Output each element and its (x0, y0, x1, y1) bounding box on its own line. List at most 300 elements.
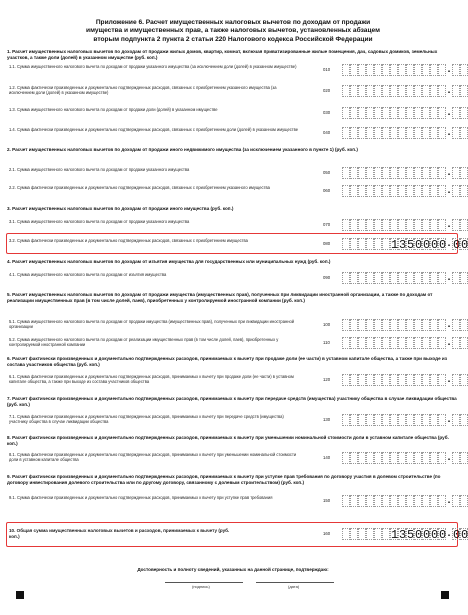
field-label: 4.1. Сумма имущественного налогового вычета по доходам от изъятия имущества (9, 272, 167, 277)
kopeck-cell (460, 185, 468, 197)
kopeck-cell (452, 219, 460, 231)
digit-cell: 3 (399, 528, 407, 542)
digit-cell (422, 167, 430, 179)
digit-cell: 5 (407, 528, 415, 542)
digit-cell (398, 107, 406, 119)
decimal-separator: . (447, 107, 451, 118)
digit-cell (374, 337, 382, 349)
digit-cell: 0 (439, 238, 447, 252)
digit-cell (382, 64, 390, 76)
title-line-2: имущества и имущественных прав, а также налоговых вычетов, установленных абзацем (86, 27, 380, 35)
digit-cell (398, 219, 406, 231)
digit-cell (414, 127, 422, 139)
digit-cell (430, 374, 438, 386)
digit-cell (390, 319, 398, 331)
digit-cell (406, 374, 414, 386)
digit-cell (342, 528, 350, 540)
digit-cell: 1 (391, 528, 399, 542)
digit-cell (358, 107, 366, 119)
digit-cell (382, 219, 390, 231)
amount-input[interactable] (342, 85, 457, 97)
section-5-header: 5. Расчет имущественных налоговых вычетов по доходам от продажи имущества (имущественных прав), полученных при ликвидации иностранной организации, а также по доходам от реализации имущественных прав (в том числе долей, паев), приобретенных у контролируемой иностранной компании (руб. коп.) (7, 292, 433, 303)
digit-cell (430, 272, 438, 284)
field-row-120 (9, 373, 461, 389)
digit-cell (342, 238, 350, 250)
digit-cell (430, 64, 438, 76)
digit-cell (374, 374, 382, 386)
digit-cell (390, 374, 398, 386)
digit-cell: 0 (423, 528, 431, 542)
field-label: 7.1. Сумма фактически произведенных и документально подтвержденных расходов, принимаемых к вычету при передаче средств (имущества) участнику общества в случае ликвидации общества (9, 414, 284, 424)
digit-cell (366, 167, 374, 179)
field-label: 5.2. Сумма имущественного налогового вычета по доходам от реализации имущественных прав (в том числе долей, паев), приобретенных у контролируемой иностранной компании (9, 337, 279, 347)
digit-cell: 0 (439, 528, 447, 542)
field-row-090 (9, 271, 461, 287)
digit-cell (374, 85, 382, 97)
digit-cell (414, 374, 422, 386)
kopeck-cell (452, 414, 460, 426)
digit-cell (414, 337, 422, 349)
field-row-080 (9, 237, 468, 253)
field-label: 2.2. Сумма фактически произведенных и документально подтвержденных расходов, связанных с приобретением указанного имущества (9, 185, 270, 190)
digit-cell (350, 107, 358, 119)
date-caption: (дата) (288, 584, 300, 589)
kopeck-cell: 0 (461, 528, 468, 542)
field-label: 3.2. Сумма фактически произведенных и документально подтвержденных расходов, связанных с приобретением имущества (9, 238, 248, 243)
decimal-separator: . (447, 452, 451, 463)
digit-cell (438, 319, 446, 331)
digit-cell (406, 319, 414, 331)
digit-cell (390, 107, 398, 119)
decimal-separator: . (447, 319, 451, 330)
digit-cell (414, 107, 422, 119)
digit-cell (342, 495, 350, 507)
digit-cell (358, 452, 366, 464)
field-row-130 (9, 413, 461, 429)
digit-cell (406, 337, 414, 349)
digit-cell (406, 64, 414, 76)
field-row-010 (9, 63, 461, 79)
digit-cell (406, 85, 414, 97)
decimal-separator: . (447, 127, 451, 138)
amount-input[interactable] (342, 374, 457, 386)
kopeck-cell (460, 452, 468, 464)
kopeck-cell (460, 127, 468, 139)
digit-cell (398, 319, 406, 331)
digit-cell (398, 85, 406, 97)
digit-cell (374, 414, 382, 426)
amount-input[interactable] (342, 272, 457, 284)
digit-cell (430, 337, 438, 349)
decimal-separator: . (447, 374, 451, 385)
digit-cell (438, 64, 446, 76)
digit-cell (358, 374, 366, 386)
digit-cell: 0 (415, 528, 423, 542)
digit-cell (390, 219, 398, 231)
digit-cell (382, 337, 390, 349)
amount-input[interactable] (342, 414, 457, 426)
digit-cell (350, 167, 358, 179)
digit-cell (430, 107, 438, 119)
kopeck-cell (452, 185, 460, 197)
digit-cell: 1 (391, 238, 399, 252)
digit-cell (414, 414, 422, 426)
kopeck-cell (452, 319, 460, 331)
digit-cell (374, 127, 382, 139)
kopeck-cell: 0 (461, 238, 468, 252)
digit-cell (414, 219, 422, 231)
digit-cell (406, 185, 414, 197)
digit-cell (382, 528, 390, 540)
field-row-030 (9, 106, 461, 122)
kopeck-cell (452, 107, 460, 119)
line-code: 080 (323, 241, 331, 246)
field-row-070 (9, 218, 461, 234)
digit-cell (422, 337, 430, 349)
corner-marker-right (441, 591, 449, 599)
digit-cell (422, 107, 430, 119)
kopeck-cell (460, 167, 468, 179)
total-label: 10. Общая сумма имущественных налоговых вычетов и расходов, принимаемых к вычету (руб. коп.) (9, 528, 230, 539)
digit-cell (374, 272, 382, 284)
digit-cell (350, 85, 358, 97)
digit-cell (422, 185, 430, 197)
amount-input[interactable] (342, 219, 457, 231)
digit-cell (342, 85, 350, 97)
section-3-header: 3. Расчет имущественных налоговых вычетов по доходам от продажи иного имущества (руб. коп.) (7, 206, 234, 211)
digit-cell (366, 452, 374, 464)
decimal-separator: . (447, 272, 451, 283)
digit-cell: 0 (431, 238, 439, 252)
digit-cell (422, 495, 430, 507)
title-line-1: Приложение 6. Расчет имущественных налоговых вычетов по доходам от продажи (95, 19, 371, 26)
kopeck-cell (452, 374, 460, 386)
digit-cell (390, 272, 398, 284)
kopeck-cell (460, 414, 468, 426)
page-title (20, 19, 446, 44)
decimal-separator: . (447, 495, 451, 506)
digit-cell (414, 167, 422, 179)
digit-cell (358, 64, 366, 76)
digit-cell (438, 185, 446, 197)
section-9-header: 9. Расчет фактически произведенных и документально подтвержденных расходов, принимаемых к вычету при уступке прав требования по договору участия в долевом строительстве (по договору инвестирования долевого строительства или по другому договору, связанному с долевым строительством) (руб. коп.) (7, 474, 441, 485)
digit-cell (422, 85, 430, 97)
digit-cell (382, 414, 390, 426)
digit-cell: 0 (415, 238, 423, 252)
digit-cell (342, 452, 350, 464)
digit-cell (350, 272, 358, 284)
line-code: 150 (323, 498, 331, 503)
digit-cell (366, 238, 374, 250)
digit-cell (398, 414, 406, 426)
digit-cell (366, 414, 374, 426)
digit-cell (382, 374, 390, 386)
digit-cell (366, 107, 374, 119)
title-line-3: вторым подпункта 2 пункта 2 статьи 220 Налогового кодекса Российской Федерации (93, 35, 373, 43)
date-line (256, 582, 334, 583)
decimal-separator: . (447, 238, 451, 249)
field-row-150 (9, 494, 461, 510)
decimal-separator: . (447, 85, 451, 96)
digit-cell (422, 219, 430, 231)
digit-cell (406, 167, 414, 179)
corner-marker-left (16, 591, 24, 599)
digit-cell (374, 528, 382, 540)
amount-input[interactable] (342, 452, 457, 464)
digit-cell (438, 452, 446, 464)
digit-cell (350, 185, 358, 197)
digit-cell (382, 238, 390, 250)
section-7-header: 7. Расчет фактически произведенных и документально подтвержденных расходов, принимаемых к вычету при передаче средств (имущества) участнику общества в случае ликвидации общества (руб. коп.) (7, 396, 457, 407)
digit-cell (358, 414, 366, 426)
digit-cell: 0 (431, 528, 439, 542)
digit-cell (350, 238, 358, 250)
digit-cell (374, 167, 382, 179)
kopeck-cell (452, 167, 460, 179)
digit-cell (342, 185, 350, 197)
digit-cell (342, 374, 350, 386)
section-2-header: 2. Расчет имущественных налоговых вычетов по доходам от продажи иного недвижимого имущества (за исключением указанного в пункте 1) (руб. коп.) (7, 147, 358, 152)
field-label: 3.1. Сумма имущественного налогового вычета по доходам от продажи указанного имущества (9, 219, 190, 224)
line-code: 140 (323, 455, 331, 460)
decimal-separator: . (447, 414, 451, 425)
line-code: 050 (323, 170, 331, 175)
digit-cell (390, 337, 398, 349)
kopeck-cell (452, 337, 460, 349)
digit-cell (342, 167, 350, 179)
field-row-050 (9, 166, 461, 182)
line-code: 110 (323, 340, 330, 345)
digit-cell (358, 238, 366, 250)
digit-cell (366, 64, 374, 76)
digit-cell (350, 452, 358, 464)
digit-cell (414, 452, 422, 464)
digit-cell (430, 167, 438, 179)
digit-cell (342, 107, 350, 119)
amount-input[interactable] (342, 107, 457, 119)
digit-cell (342, 414, 350, 426)
digit-cell (414, 319, 422, 331)
digit-cell (406, 107, 414, 119)
digit-cell (366, 185, 374, 197)
digit-cell (366, 374, 374, 386)
digit-cell (438, 167, 446, 179)
digit-cell (414, 85, 422, 97)
digit-cell (430, 185, 438, 197)
decimal-separator: . (447, 337, 451, 348)
digit-cell (422, 127, 430, 139)
field-row-020 (9, 84, 461, 100)
digit-cell (398, 185, 406, 197)
signature-caption: (подпись) (192, 584, 210, 589)
kopeck-cell (460, 107, 468, 119)
digit-cell (430, 127, 438, 139)
digit-cell (358, 127, 366, 139)
digit-cell (438, 85, 446, 97)
amount-input[interactable] (342, 319, 457, 331)
decimal-separator: . (447, 185, 451, 196)
digit-cell (382, 272, 390, 284)
digit-cell (430, 414, 438, 426)
digit-cell (358, 167, 366, 179)
section-8-header: 8. Расчет фактически произведенных и документально подтвержденных расходов, принимаемых к вычету при уменьшении номинальной стоимости доли в уставном капитале общества (руб. коп.) (7, 435, 449, 446)
digit-cell (350, 64, 358, 76)
digit-cell (366, 337, 374, 349)
section-1-header: 1. Расчет имущественных налоговых вычетов по доходам от продажи жилых домов, квартир, комнат, включая приватизированные жилые помещения, дач, садовых домиков, земельных участков, а также доли (долей) в указанном имуществе (руб. коп.) (7, 49, 438, 60)
field-row-140 (9, 451, 461, 467)
digit-cell (366, 85, 374, 97)
section-4-header: 4. Расчет имущественных налоговых вычетов по доходам от изъятия имущества для государственных или муниципальных нужд (руб. коп.) (7, 259, 331, 264)
amount-input[interactable] (342, 495, 457, 507)
kopeck-cell (460, 272, 468, 284)
digit-cell (414, 495, 422, 507)
confirmation-statement: Достоверность и полноту сведений, указанных на данной странице, подтверждаю: (137, 567, 329, 572)
digit-cell (342, 319, 350, 331)
digit-cell (414, 272, 422, 284)
digit-cell (398, 64, 406, 76)
digit-cell (342, 64, 350, 76)
digit-cell (398, 337, 406, 349)
digit-cell (398, 272, 406, 284)
kopeck-cell (452, 127, 460, 139)
digit-cell (422, 64, 430, 76)
kopeck-cell (460, 374, 468, 386)
digit-cell (390, 414, 398, 426)
amount-input[interactable] (342, 238, 468, 252)
field-label: 2.1. Сумма имущественного налогового вычета по доходам от продажи указанного имущества (9, 167, 190, 172)
digit-cell (382, 452, 390, 464)
digit-cell (382, 319, 390, 331)
digit-cell (390, 452, 398, 464)
digit-cell (358, 337, 366, 349)
digit-cell (390, 64, 398, 76)
line-code: 160 (323, 531, 331, 536)
digit-cell (406, 272, 414, 284)
digit-cell (382, 127, 390, 139)
amount-input[interactable] (342, 127, 457, 139)
digit-cell (358, 185, 366, 197)
field-label: 5.1. Сумма имущественного налогового вычета по доходам от продажи имущества (имущественных прав), полученных при ликвидации иностранной организации (9, 319, 295, 329)
digit-cell (398, 127, 406, 139)
digit-cell (358, 219, 366, 231)
digit-cell (374, 185, 382, 197)
digit-cell (374, 452, 382, 464)
digit-cell (382, 495, 390, 507)
line-code: 010 (323, 67, 331, 72)
signature-line (165, 582, 243, 583)
digit-cell: 5 (407, 238, 415, 252)
digit-cell (390, 185, 398, 197)
digit-cell (374, 238, 382, 250)
digit-cell (374, 107, 382, 119)
digit-cell (358, 319, 366, 331)
line-code: 100 (323, 322, 331, 327)
digit-cell (390, 495, 398, 507)
kopeck-cell: 0 (453, 238, 461, 252)
field-label: 1.3. Сумма имущественного налогового вычета по доходам от продажи доли (долей) в указанном имуществе (9, 107, 218, 112)
digit-cell (438, 374, 446, 386)
digit-cell (438, 107, 446, 119)
digit-cell (374, 319, 382, 331)
field-label: 1.2. Сумма фактически произведенных и документально подтвержденных расходов, связанных с приобретением указанного имущества (за исключением доли (долей) в указанном имуществе) (9, 85, 277, 95)
digit-cell (438, 219, 446, 231)
digit-cell (422, 272, 430, 284)
digit-cell (374, 495, 382, 507)
digit-cell (350, 374, 358, 386)
digit-cell (430, 319, 438, 331)
digit-cell (366, 528, 374, 540)
kopeck-cell: 0 (453, 528, 461, 542)
digit-cell (366, 272, 374, 284)
digit-cell (342, 337, 350, 349)
digit-cell (350, 528, 358, 540)
digit-cell (382, 185, 390, 197)
field-label: 6.1. Сумма фактически произведенных и документально подтвержденных расходов, принимаемых к вычету при продаже доли (ее части) в уставном капитале общества, а также при выходе из состава участников общества (9, 374, 294, 384)
field-label: 1.4. Сумма фактически произведенных и документально подтвержденных расходов, связанных с приобретением доли (долей) в указанном имуществе (9, 127, 299, 132)
digit-cell (430, 85, 438, 97)
digit-cell (358, 272, 366, 284)
kopeck-cell (452, 272, 460, 284)
decimal-separator: . (447, 167, 451, 178)
digit-cell (438, 414, 446, 426)
kopeck-cell (460, 337, 468, 349)
digit-cell (438, 495, 446, 507)
field-row-060 (9, 184, 461, 200)
digit-cell (430, 219, 438, 231)
digit-cell (398, 374, 406, 386)
amount-input[interactable] (342, 337, 457, 349)
digit-cell (438, 127, 446, 139)
line-code: 090 (323, 275, 331, 280)
digit-cell (350, 219, 358, 231)
digit-cell (414, 64, 422, 76)
digit-cell: 3 (399, 238, 407, 252)
digit-cell (406, 414, 414, 426)
digit-cell (350, 127, 358, 139)
field-row-040 (9, 126, 461, 142)
digit-cell (366, 219, 374, 231)
amount-input[interactable] (342, 64, 457, 76)
digit-cell (366, 495, 374, 507)
digit-cell (350, 337, 358, 349)
digit-cell (398, 452, 406, 464)
section-6-header: 6. Расчет фактически произведенных и документально подтвержденных расходов, принимаемых к вычету при продаже доли (ее части) в уставном капитале общества, а также при выходе из состава участников общества (руб. коп.) (7, 356, 448, 367)
digit-cell (342, 272, 350, 284)
digit-cell (382, 167, 390, 179)
field-row-100 (9, 318, 461, 334)
line-code: 030 (323, 110, 331, 115)
digit-cell (358, 528, 366, 540)
kopeck-cell (452, 452, 460, 464)
amount-input[interactable] (342, 185, 457, 197)
digit-cell (382, 107, 390, 119)
amount-input[interactable] (342, 167, 457, 179)
kopeck-cell (460, 64, 468, 76)
digit-cell (350, 414, 358, 426)
digit-cell (374, 64, 382, 76)
total-row-160 (9, 527, 468, 545)
line-code: 020 (323, 88, 331, 93)
line-code: 070 (323, 222, 331, 227)
line-code: 040 (323, 130, 331, 135)
kopeck-cell (452, 495, 460, 507)
digit-cell (406, 219, 414, 231)
field-label: 8.1. Сумма фактически произведенных и документально подтвержденных расходов, принимаемых к вычету при уменьшении номинальной стоимости доли в уставном капитале общества (9, 452, 297, 462)
digit-cell (406, 127, 414, 139)
digit-cell (406, 495, 414, 507)
digit-cell (390, 127, 398, 139)
amount-input[interactable] (342, 528, 468, 542)
